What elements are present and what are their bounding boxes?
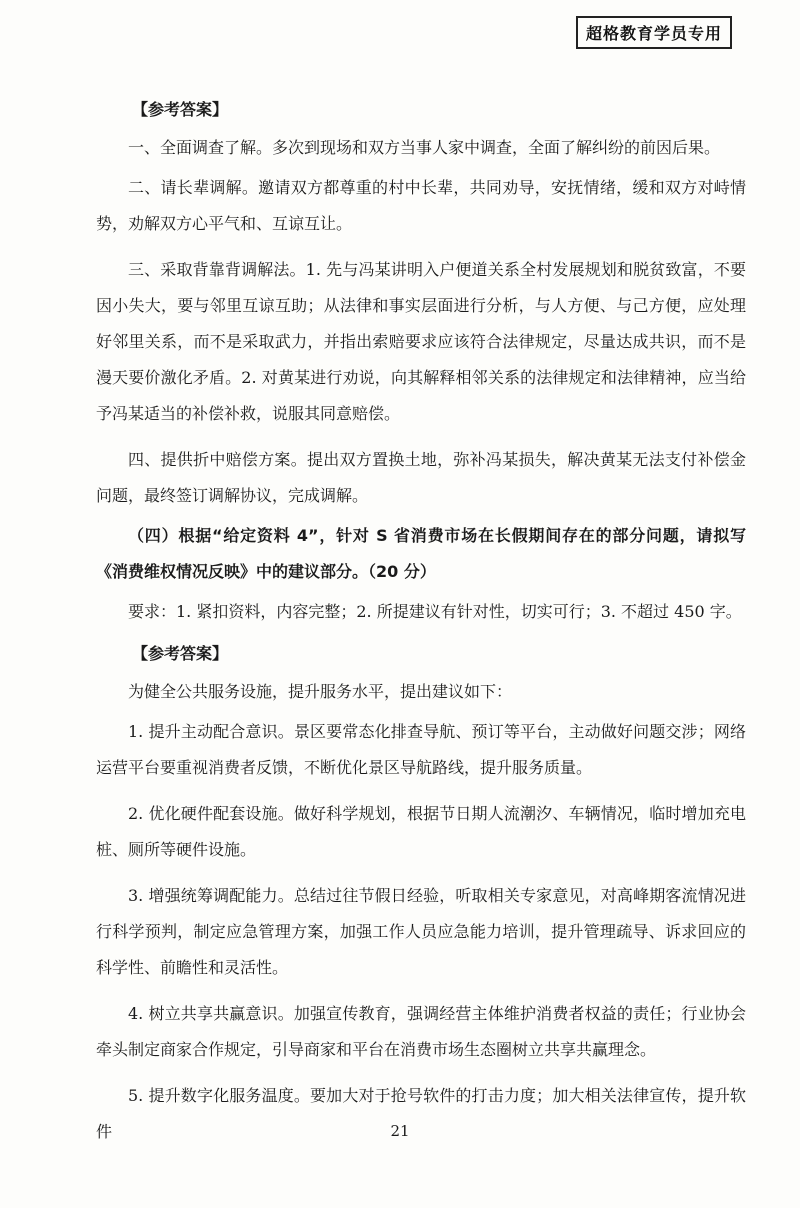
answer-paragraph: 二、请长辈调解。邀请双方都尊重的村中长辈，共同劝导，安抚情绪，缓和双方对峙情势，劝解双方心平气和、互谅互让。 (96, 178, 746, 233)
question-prompt: （四）根据“给定资料 4”，针对 S 省消费市场在长假期间存在的部分问题，请拟写《消费维权情况反映》中的建议部分。（20 分） (96, 526, 746, 581)
page-content (96, 90, 746, 1160)
answer-paragraph: 一、全面调查了解。多次到现场和双方当事人家中调查，全面了解纠纷的前因后果。 (128, 138, 721, 157)
header-stamp: 超格教育学员专用 (576, 16, 732, 49)
suggestion-item: 4. 树立共享共赢意识。加强宣传教育，强调经营主体维护消费者权益的责任；行业协会牵头制定商家合作规定，引导商家和平台在消费市场生态圈树立共享共赢理念。 (96, 1004, 746, 1059)
suggestion-item: 1. 提升主动配合意识。景区要常态化排查导航、预订等平台，主动做好问题交涉；网络运营平台要重视消费者反馈，不断优化景区导航路线，提升服务质量。 (96, 722, 746, 777)
page-number: 21 (390, 1122, 410, 1140)
suggestion-item: 5. 提升数字化服务温度。要加大对于抢号软件的打击力度；加大相关法律宣传，提升软件 (96, 1086, 746, 1141)
suggestion-item: 2. 优化硬件配套设施。做好科学规划，根据节日期人流潮汐、车辆情况，临时增加充电桩、厕所等硬件设施。 (96, 804, 746, 859)
answer-paragraph: 四、提供折中赔偿方案。提出双方置换土地，弥补冯某损失，解决黄某无法支付补偿金问题，最终签订调解协议，完成调解。 (96, 450, 746, 505)
reference-answer-heading: 【参考答案】 (132, 644, 229, 663)
reference-answer-heading: 【参考答案】 (132, 100, 229, 119)
suggestion-item: 3. 增强统筹调配能力。总结过往节假日经验，听取相关专家意见，对高峰期客流情况进行科学预判，制定应急管理方案，加强工作人员应急能力培训，提升管理疏导、诉求回应的科学性、前瞻性和灵活性。 (96, 886, 746, 977)
question-requirement: 要求：1. 紧扣资料，内容完整；2. 所提建议有针对性，切实可行；3. 不超过 450 字。 (128, 602, 742, 621)
answer-intro: 为健全公共服务设施，提升服务水平，提出建议如下： (128, 682, 513, 701)
answer-paragraph: 三、采取背靠背调解法。1. 先与冯某讲明入户便道关系全村发展规划和脱贫致富，不要因小失大，要与邻里互谅互助；从法律和事实层面进行分析，与人方便、与己方便，应处理好邻里关系，而不是采取武力，并指出索赔要求应该符合法律规定，尽量达成共识，而不是漫天要价激化矛盾。2. 对黄某进行劝说，向其解释相邻关系的法律规定和法律精神，应当给予冯某适当的补偿补救，说服其同意赔偿。 (96, 260, 746, 423)
